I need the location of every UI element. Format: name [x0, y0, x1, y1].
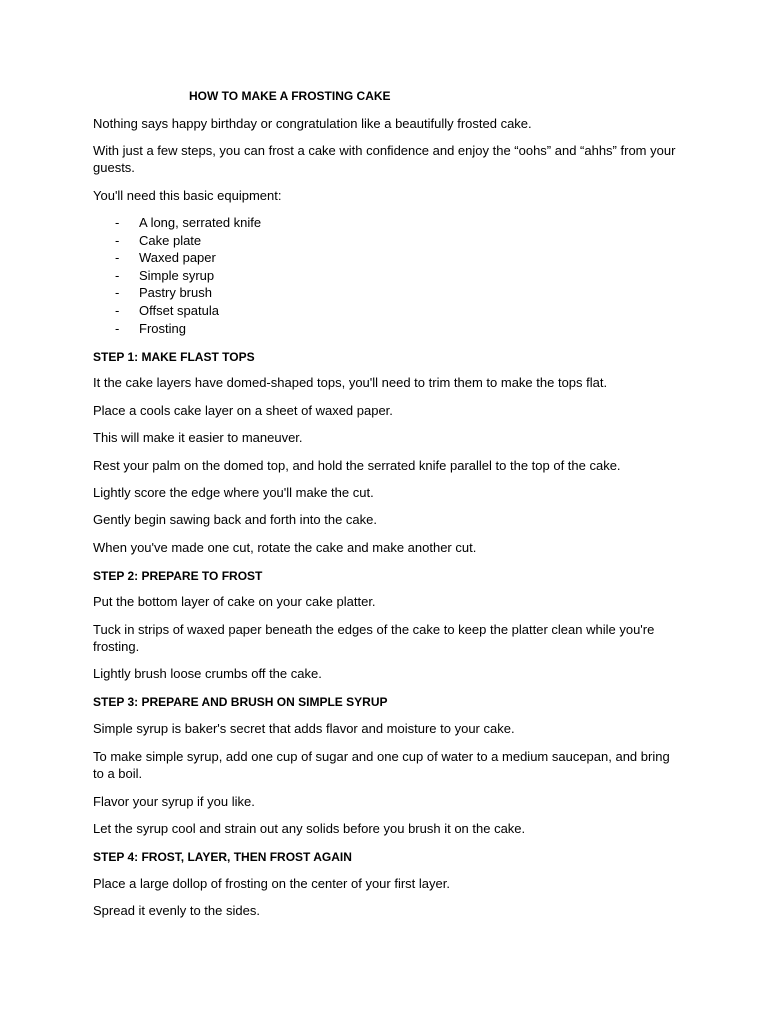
bullet-dash: - [115, 320, 120, 336]
step-2-paragraph: Put the bottom layer of cake on your cake platter. [93, 594, 376, 609]
equipment-item: A long, serrated knife [139, 215, 262, 230]
equipment-item: Simple syrup [139, 267, 215, 283]
step-2-paragraph: Tuck in strips of waxed paper beneath the edges of the cake to keep the platter clean while you're frosting. [93, 622, 655, 654]
step-1-paragraph: Lightly score the edge where you'll make the cut. [93, 485, 374, 500]
equipment-item: Waxed paper [139, 250, 216, 266]
step-3-paragraph: Let the syrup cool and strain out any solids before you brush it on the cake. [93, 821, 526, 836]
document-title: HOW TO MAKE A FROSTING CAKE [189, 89, 391, 103]
step-1-paragraph: This will make it easier to maneuver. [93, 430, 303, 445]
step-4-paragraph: Spread it evenly to the sides. [93, 903, 260, 918]
equipment-intro: You'll need this basic equipment: [93, 188, 282, 203]
equipment-item: Frosting [139, 320, 186, 336]
step-2-heading: STEP 2: PREPARE TO FROST [93, 569, 263, 583]
step-2-paragraph: Lightly brush loose crumbs off the cake. [93, 666, 322, 681]
step-1-paragraph: Rest your palm on the domed top, and hold the serrated knife parallel to the top of the cake. [93, 458, 621, 473]
bullet-dash: - [115, 250, 120, 266]
step-3-paragraph: Simple syrup is baker's secret that adds flavor and moisture to your cake. [93, 721, 515, 736]
step-1-paragraph: Place a cools cake layer on a sheet of waxed paper. [93, 403, 393, 418]
step-3-paragraph: To make simple syrup, add one cup of sugar and one cup of water to a medium saucepan, and bring to a boil. [93, 749, 670, 781]
step-4-paragraph: Place a large dollop of frosting on the center of your first layer. [93, 876, 450, 891]
step-3-heading: STEP 3: PREPARE AND BRUSH ON SIMPLE SYRUP [93, 695, 388, 709]
intro-paragraph: With just a few steps, you can frost a cake with confidence and enjoy the “oohs” and “ahhs” from your guests. [93, 143, 676, 175]
bullet-dash: - [115, 267, 120, 283]
bullet-dash: - [115, 232, 120, 248]
step-1-paragraph: Gently begin sawing back and forth into the cake. [93, 512, 378, 527]
step-1-paragraph: When you've made one cut, rotate the cake and make another cut. [93, 540, 477, 555]
equipment-item: Pastry brush [139, 285, 212, 301]
intro-paragraph: Nothing says happy birthday or congratulation like a beautifully frosted cake. [93, 116, 532, 131]
bullet-dash: - [115, 285, 120, 301]
equipment-item: Offset spatula [139, 302, 219, 318]
step-1-paragraph: It the cake layers have domed-shaped tops, you'll need to trim them to make the tops flat. [93, 375, 608, 390]
bullet-dash: - [115, 302, 120, 318]
step-1-heading: STEP 1: MAKE FLAST TOPS [93, 350, 255, 364]
step-3-paragraph: Flavor your syrup if you like. [93, 794, 255, 809]
step-4-heading: STEP 4: FROST, LAYER, THEN FROST AGAIN [93, 850, 352, 864]
bullet-dash: - [115, 215, 120, 230]
equipment-item: Cake plate [139, 232, 202, 248]
